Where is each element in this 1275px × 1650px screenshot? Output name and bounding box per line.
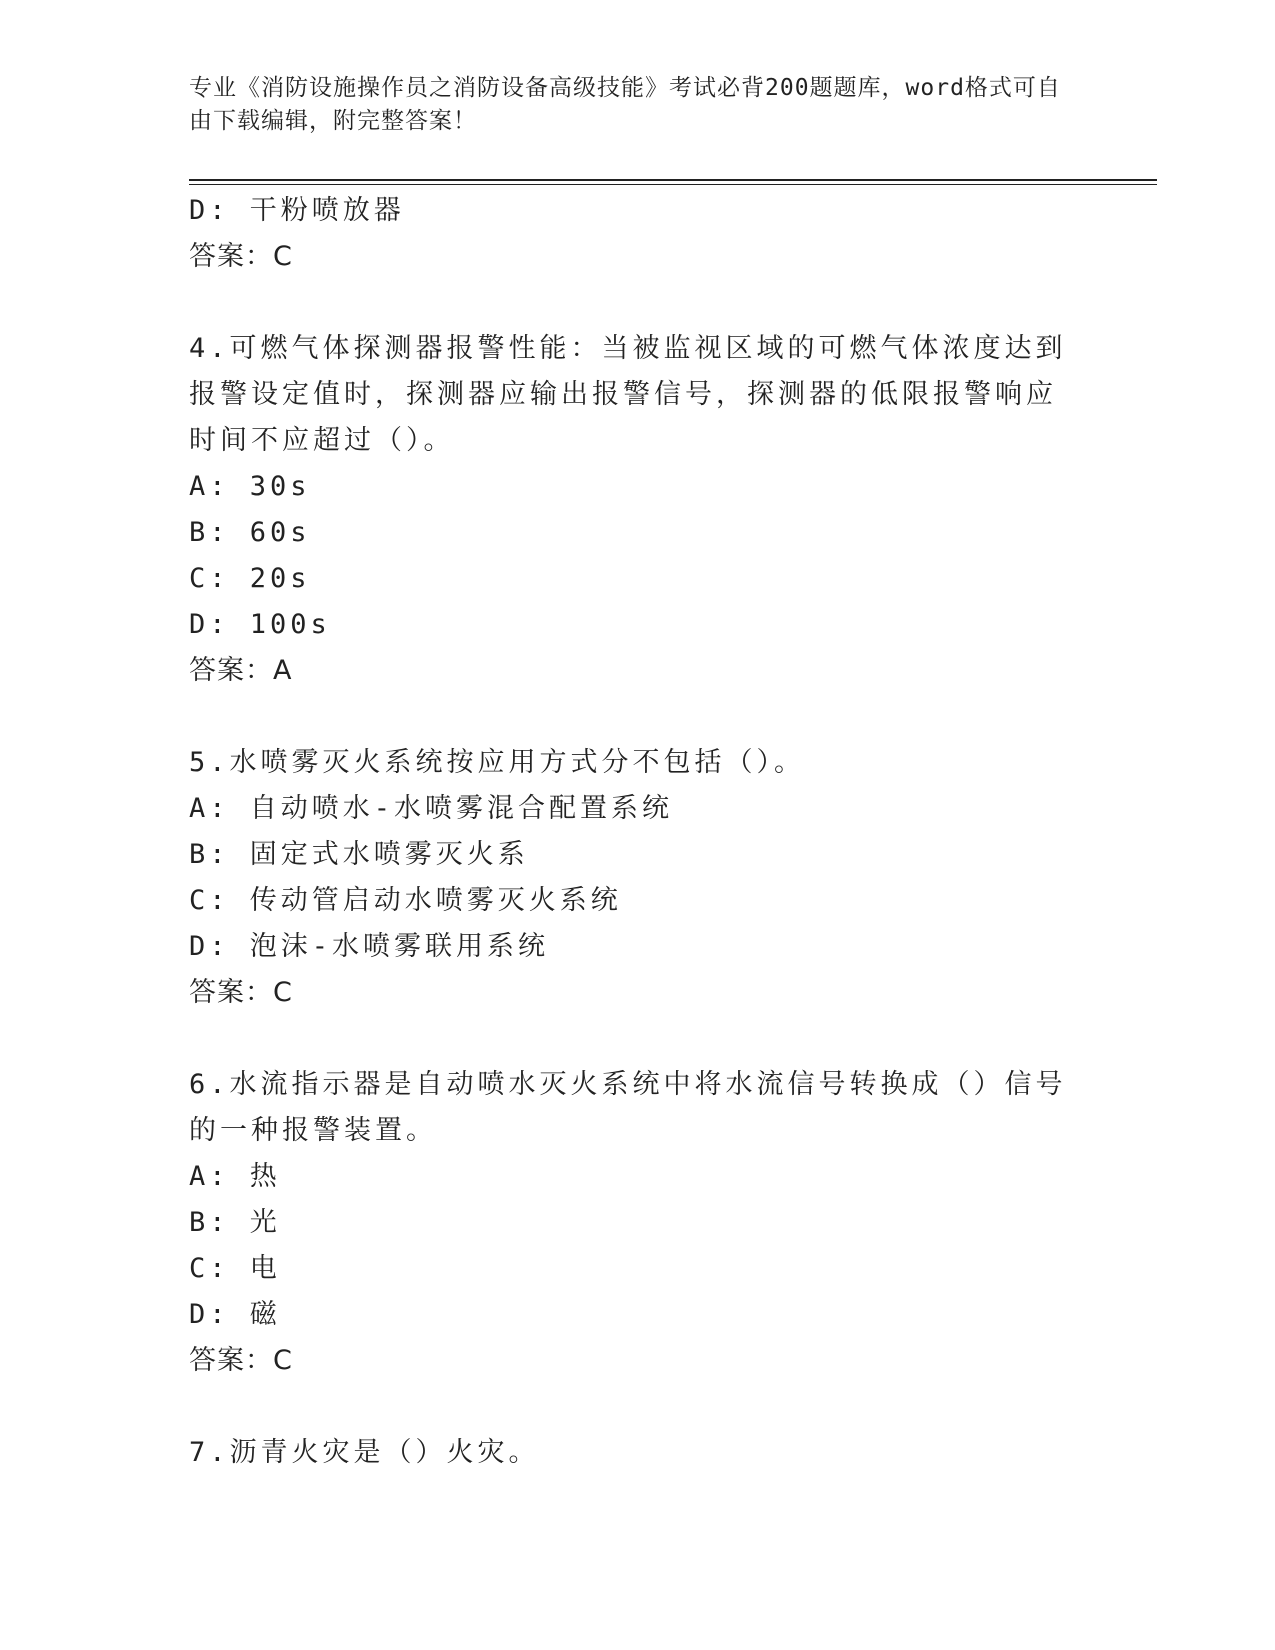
prev-answer: 答案：C [189,241,293,272]
question-5-text: 5.水喷雾灭火系统按应用方式分不包括（）。 [189,747,806,778]
question-4-option-b: B: 60s [189,517,311,548]
header-divider-thick [189,179,1157,181]
question-7-text: 7.沥青火灾是（）火灾。 [189,1437,540,1468]
question-5-answer: 答案：C [189,977,293,1008]
question-4-option-c: C: 20s [189,563,311,594]
question-5-option-d: D: 泡沫-水喷雾联用系统 [189,931,550,962]
question-6-option-a: A: 热 [189,1161,281,1192]
question-5-option-c: C: 传动管启动水喷雾灭火系统 [189,885,622,916]
question-4-option-a: A: 30s [189,471,311,502]
question-5-option-b: B: 固定式水喷雾灭火系 [189,839,529,870]
header-divider-thin [189,184,1157,185]
question-6-option-c: C: 电 [189,1253,281,1284]
question-6-text: 6.水流指示器是自动喷水灭火系统中将水流信号转换成（）信号的一种报警装置。 [189,1069,1067,1146]
spacer [189,1384,1069,1430]
question-5-option-a: A: 自动喷水-水喷雾混合配置系统 [189,793,674,824]
page-content [189,188,1069,1476]
question-6-answer: 答案：C [189,1345,293,1376]
spacer [189,694,1069,740]
page-header: 专业《消防设施操作员之消防设备高级技能》考试必背200题题库，word格式可自由下载编辑，附完整答案！ [189,75,1061,134]
question-4-text: 4.可燃气体探测器报警性能：当被监视区域的可燃气体浓度达到报警设定值时，探测器应输出报警信号，探测器的低限报警响应时间不应超过（）。 [189,333,1067,456]
question-4-answer: 答案：A [189,655,293,686]
question-4-option-d: D: 100s [189,609,331,640]
question-6-option-b: B: 光 [189,1207,281,1238]
spacer [189,1016,1069,1062]
spacer [189,280,1069,326]
question-6-option-d: D: 磁 [189,1299,281,1330]
prev-option-d: D: 干粉喷放器 [189,195,405,226]
